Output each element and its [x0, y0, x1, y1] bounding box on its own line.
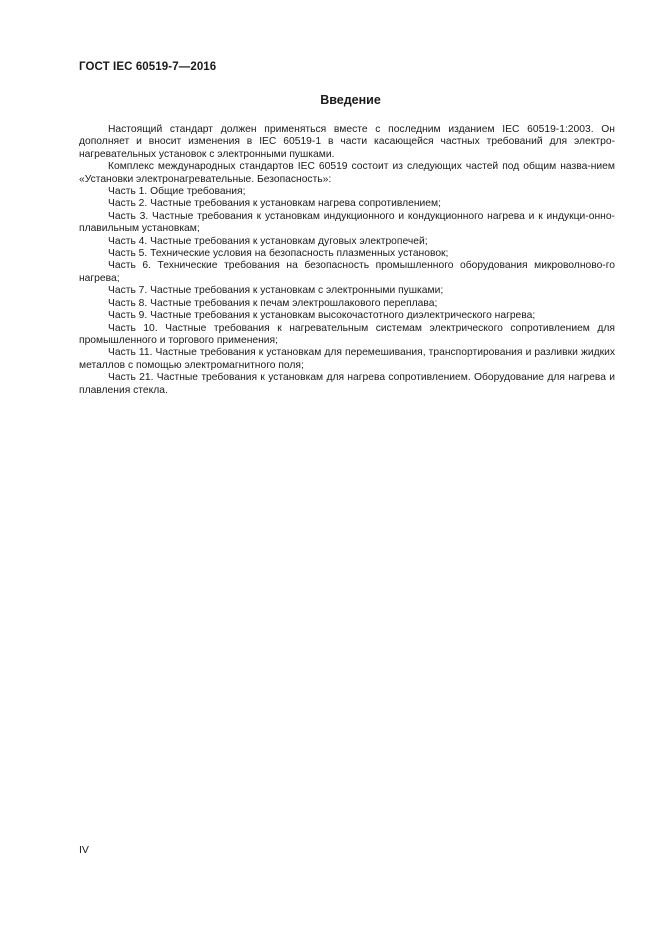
list-item-part-7: Часть 7. Частные требования к установкам с электронными пушками;: [108, 285, 444, 297]
document-code: ГОСТ IEC 60519-7—2016: [79, 61, 217, 73]
list-item-part-6: Часть 6. Технические требования на безопасность промышленного оборудования микроволново-го нагрева;: [79, 260, 615, 284]
list-item-part-8: Часть 8. Частные требования к печам электрошлакового переплава;: [108, 297, 438, 309]
page-number: IV: [79, 844, 89, 856]
list-item-part-10: Часть 10. Частные требования к нагревательным системам электрического сопротивлением для промышленного и торгового применения;: [79, 322, 615, 346]
list-item-part-21: Часть 21. Частные требования к установкам для нагрева сопротивлением. Оборудование для нагрева и плавления стекла.: [79, 372, 615, 396]
list-item-part-5: Часть 5. Технические условия на безопасность плазменных установок;: [108, 248, 449, 260]
list-item-part-4: Часть 4. Частные требования к установкам дуговых электропечей;: [108, 235, 428, 247]
list-item-part-1: Часть 1. Общие требования;: [108, 186, 246, 198]
list-item-part-3: Часть 3. Частные требования к установкам индукционного и кондукционного нагрева и к индукци-онно-плавильным установкам;: [79, 210, 615, 235]
section-title: Введение: [320, 93, 381, 107]
paragraph-intro: Настоящий стандарт должен применяться вместе с последним изданием IEC 60519-1:2003. Он дополняет и вносит изменения в IEC 60519-1 в части касающейся частных требований для электро-нагревательных установок с электронными пушками.: [79, 124, 615, 160]
paragraph-series: Комплекс международных стандартов IEC 60519 состоит из следующих частей под общим назва-нием «Установки электронагревательные. Безопасность»:: [79, 161, 615, 185]
list-item-part-2: Часть 2. Частные требования к установкам нагрева сопротивлением;: [108, 198, 441, 210]
body-text: [79, 124, 615, 397]
list-item-part-9: Часть 9. Частные требования к установкам высокочастотного диэлектрического нагрева;: [108, 310, 536, 322]
list-item-part-11: Часть 11. Частные требования к установкам для перемешивания, транспортирования и разливки жидких металлов с помощью электромагнитного поля;: [79, 347, 615, 371]
